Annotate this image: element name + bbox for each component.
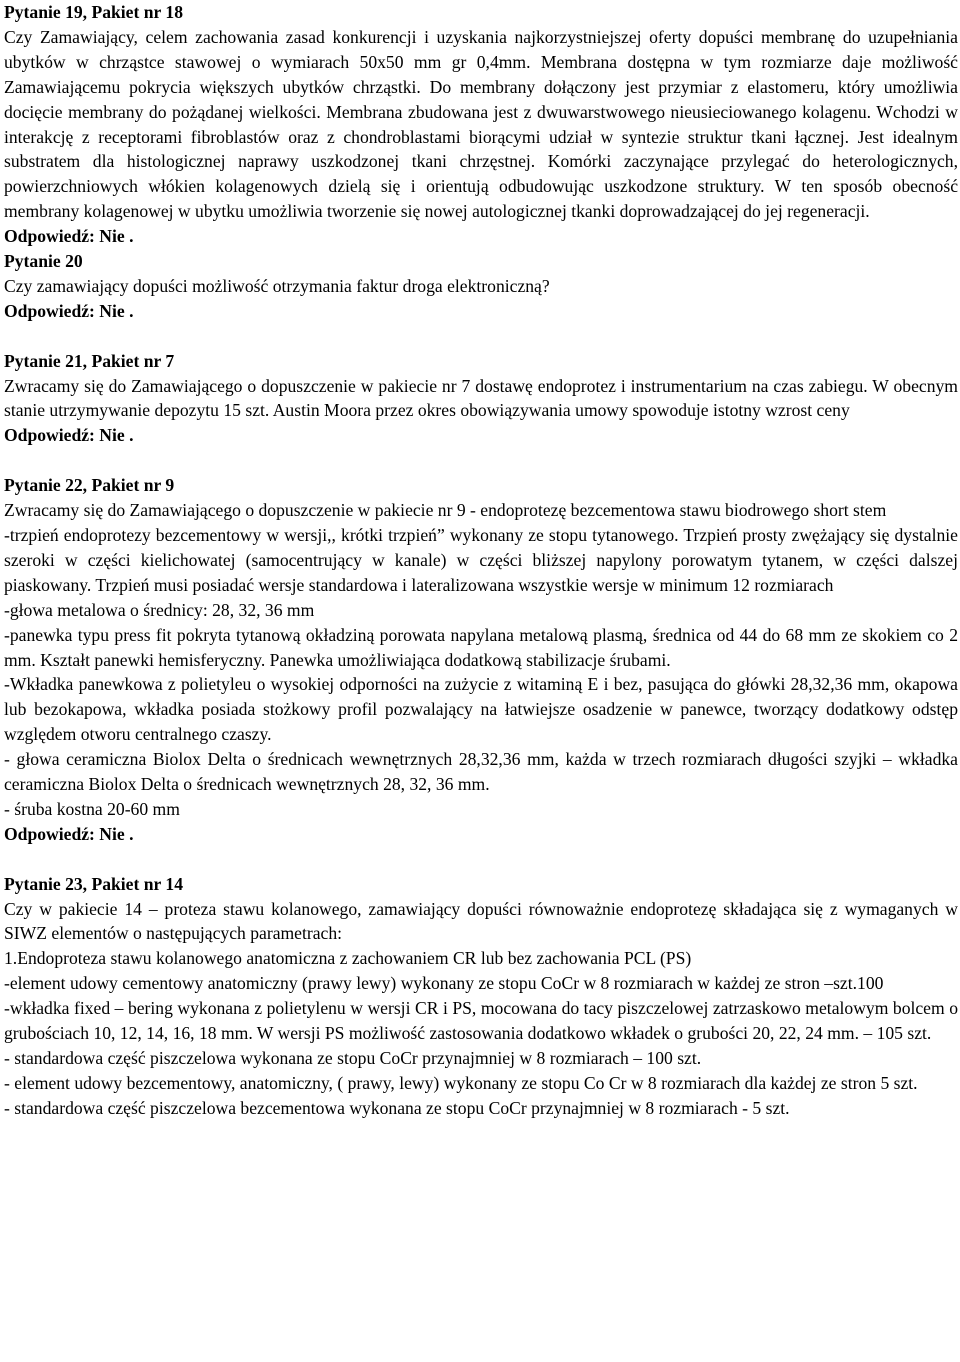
question-22-title: Pytanie 22, Pakiet nr 9 [4, 475, 175, 496]
question-22-line: - głowa ceramiczna Biolox Delta o średnicach wewnętrznych 28,32,36 mm, każda w trzech rozmiarach długości szyjki – wkładka ceramiczna Biolox Delta o średnicach wewnętrznych 28, 32, 36 mm. [4, 749, 958, 795]
blank-line [4, 448, 958, 473]
document-page [4, 0, 958, 1121]
blank-line [4, 324, 958, 349]
blank-line [4, 847, 958, 872]
question-22-line: -Wkładka panewkowa z polietyleu o wysokiej odporności na zużycie z witaminą E i bez, pasująca do główki 28,32,36 mm, okapowa lub bezokapowa, wkładka posiada stożkowy profil pozwalający na łatwiejsze osadzenie w panewce, tworzący dodatkowy odstęp względem otworu centralnego czaszy. [4, 674, 958, 745]
question-23 [4, 872, 958, 1121]
question-19 [4, 0, 958, 249]
question-19-text: Czy Zamawiający, celem zachowania zasad konkurencji i uzyskania najkorzystniejszej oferty dopuści membranę do uzupełniania ubytków w chrząstce stawowej o wymiarach 50x50 mm gr 0,4mm. Membrana dostępna w tym rozmiarze daje możliwość Zamawiającemu pokrycia większych ubytków chrząstki. Do membrany dołączony jest przymiar z elastomeru, który umożliwia docięcie membrany do pożądanej wielkości. Membrana zbudowana jest z dwuwarstwowego nieusieciowanego kolagenu. Wchodzi w interakcję z receptorami fibroblastów oraz z chondroblastami biorącymi udział w syntezie struktur tkani łącznej. Jest idealnym substratem dla histologicznej naprawy uszkodzonej tkani chrzęstnej. Komórki zaczynające przylegać do heterologicznych, powierzchniowych włókien kolagenowych dzielą się i orientują odbudowując uszkodzone struktury. W ten sposób obecność membrany kolagenowej w ubytku umożliwia tworzenie się nowej autologicznej tkanki doprowadzającej do jej regeneracji. [4, 26, 958, 222]
question-22-answer: Odpowiedź: Nie . [4, 823, 134, 844]
question-21-answer: Odpowiedź: Nie . [4, 425, 134, 446]
question-23-line: -wkładka fixed – bering wykonana z polietylenu w wersji CR i PS, mocowana do tacy piszczelowej zatrzaskowo metalowym bolcem o grubościach 10, 12, 14, 16, 18 mm. W wersji PS możliwość zastosowania dodatkowo wkładek o grubości 20, 22, 24 mm. – 105 szt. [4, 998, 958, 1044]
question-22-line: -trzpień endoprotezy bezcementowy w wersji,, krótki trzpień” wykonany ze stopu tytanowego. Trzpień prosty zwężający się dystalnie szeroki w części kielichowatej (samocentrujący w kanale) w części bliższej napylony porowatym tytanem, w części dalszej piaskowany. Trzpień musi posiadać wersje standardowa i lateralizowana wszystkie wersje w minimum 12 rozmiarach [4, 525, 958, 595]
question-23-title: Pytanie 23, Pakiet nr 14 [4, 873, 184, 894]
question-19-title: Pytanie 19, Pakiet nr 18 [4, 2, 184, 22]
question-20-text: Czy zamawiający dopuści możliwość otrzymania faktur droga elektroniczną? [4, 275, 550, 296]
question-20 [4, 249, 958, 324]
question-21-text: Zwracamy się do Zamawiającego o dopuszczenie w pakiecie nr 7 dostawę endoprotez i instrumentarium na czas zabiegu. W obecnym stanie utrzymywanie depozytu 15 szt. Austin Moora przez okres obowiązywania umowy spowoduje istotny wzrost ceny [4, 375, 958, 421]
question-20-answer: Odpowiedź: Nie . [4, 300, 134, 321]
question-21 [4, 349, 958, 449]
question-23-line: 1.Endoproteza stawu kolanowego anatomiczna z zachowaniem CR lub bez zachowania PCL (PS) [4, 948, 692, 969]
question-21-title: Pytanie 21, Pakiet nr 7 [4, 350, 175, 371]
question-22-line: -panewka typu press fit pokryta tytanową okładziną porowata napylana metalową plasmą, średnica od 44 do 68 mm ze skokiem co 2 mm. Kształt panewki hemisferyczny. Panewka umożliwiająca dodatkową stabilizacje śrubami. [4, 624, 958, 670]
question-19-answer: Odpowiedź: Nie . [4, 226, 134, 247]
question-22-line: -głowa metalowa o średnicy: 28, 32, 36 mm [4, 599, 315, 620]
question-23-line: - standardowa część piszczelowa wykonana ze stopu CoCr przynajmniej w 8 rozmiarach – 100 szt. [4, 1048, 702, 1069]
question-22 [4, 473, 958, 847]
question-23-line: Czy w pakiecie 14 – proteza stawu kolanowego, zamawiający dopuści równoważnie endoprotezę składająca się z wymaganych w SIWZ elementów o następujących parametrach: [4, 898, 958, 944]
question-22-line: Zwracamy się do Zamawiającego o dopuszczenie w pakiecie nr 9 - endoprotezę bezcementowa stawu biodrowego short stem [4, 500, 887, 521]
question-23-line: - standardowa część piszczelowa bezcementowa wykonana ze stopu CoCr przynajmniej w 8 rozmiarach - 5 szt. [4, 1097, 790, 1118]
question-23-line: -element udowy cementowy anatomiczny (prawy lewy) wykonany ze stopu CoCr w 8 rozmiarach w każdej ze stron –szt.100 [4, 973, 884, 994]
question-20-title: Pytanie 20 [4, 251, 83, 272]
question-23-line: - element udowy bezcementowy, anatomiczny, ( prawy, lewy) wykonany ze stopu Co Cr w 8 rozmiarach dla każdej ze stron 5 szt. [4, 1072, 918, 1093]
question-22-line: - śruba kostna 20-60 mm [4, 798, 180, 819]
